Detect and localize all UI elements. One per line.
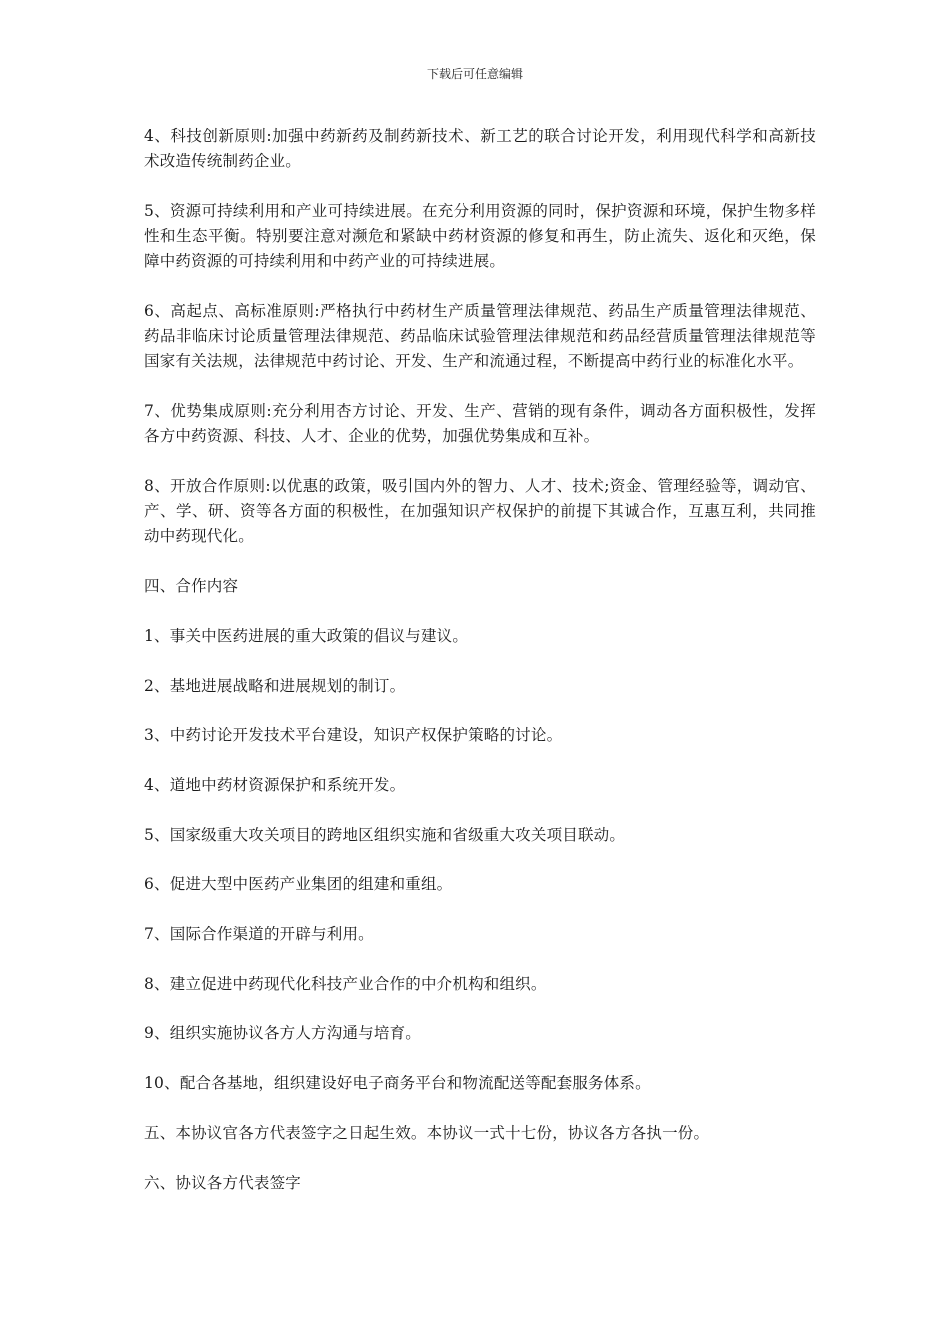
paragraph-principle-4: 4、科技创新原则:加强中药新药及制药新技术、新工艺的联合讨论开发，利用现代科学和高新技术改造传统制药企业。 bbox=[144, 127, 816, 171]
section-effective-clause: 五、本协议官各方代表签字之日起生效。本协议一式十七份，协议各方各执一份。 bbox=[144, 1123, 710, 1142]
paragraph-principle-5: 5、资源可持续利用和产业可持续进展。在充分利用资源的同时，保护资源和环境，保护生物多样性和生态平衡。特别要注意对濒危和紧缺中药材资源的修复和再生，防止流失、返化和灭绝，保障中药资源的可持续利用和中药产业的可持续进展。 bbox=[144, 201, 816, 271]
section-signature-heading: 六、协议各方代表签字 bbox=[144, 1173, 302, 1192]
list-item-content-1: 1、事关中医药进展的重大政策的倡议与建议。 bbox=[144, 626, 469, 645]
paragraph-principle-6: 6、高起点、高标准原则:严格执行中药材生产质量管理法律规范、药品生产质量管理法律规范、药品非临床讨论质量管理法律规范、药品临床试验管理法律规范和药品经营质量管理法律规范等国家有关法规，法律规范中药讨论、开发、生产和流通过程，不断提高中药行业的标准化水平。 bbox=[144, 302, 816, 371]
section-heading-cooperation-content: 四、合作内容 bbox=[144, 577, 239, 596]
paragraph-principle-7: 7、优势集成原则:充分利用杏方讨论、开发、生产、营销的现有条件，调动各方面积极性，发挥各方中药资源、科技、人才、企业的优势，加强优势集成和互补。 bbox=[144, 402, 816, 446]
list-item-content-5: 5、国家级重大攻关项目的跨地区组织实施和省级重大攻关项目联动。 bbox=[144, 825, 626, 844]
list-item-content-7: 7、国际合作渠道的开辟与利用。 bbox=[144, 925, 374, 944]
document-body bbox=[144, 124, 816, 1220]
page-header-note: 下载后可任意编辑 bbox=[426, 67, 523, 81]
list-item-content-9: 9、组织实施协议各方人方沟通与培育。 bbox=[144, 1024, 421, 1043]
list-item-content-8: 8、建立促进中药现代化科技产业合作的中介机构和组织。 bbox=[144, 974, 547, 993]
list-item-content-10: 10、配合各基地，组织建设好电子商务平台和物流配送等配套服务体系。 bbox=[144, 1074, 651, 1093]
list-item-content-2: 2、基地进展战略和进展规划的制订。 bbox=[144, 676, 406, 695]
list-item-content-3: 3、中药讨论开发技术平台建设，知识产权保护策略的讨论。 bbox=[144, 726, 563, 745]
paragraph-principle-8: 8、开放合作原则:以优惠的政策，吸引国内外的智力、人才、技术;资金、管理经验等，调动官、产、学、研、资等各方面的积极性，在加强知识产权保护的前提下其诚合作，互惠互利，共同推动中药现代化。 bbox=[144, 477, 816, 546]
list-item-content-6: 6、促进大型中医药产业集团的组建和重组。 bbox=[144, 875, 453, 894]
list-item-content-4: 4、道地中药材资源保护和系统开发。 bbox=[144, 775, 406, 794]
